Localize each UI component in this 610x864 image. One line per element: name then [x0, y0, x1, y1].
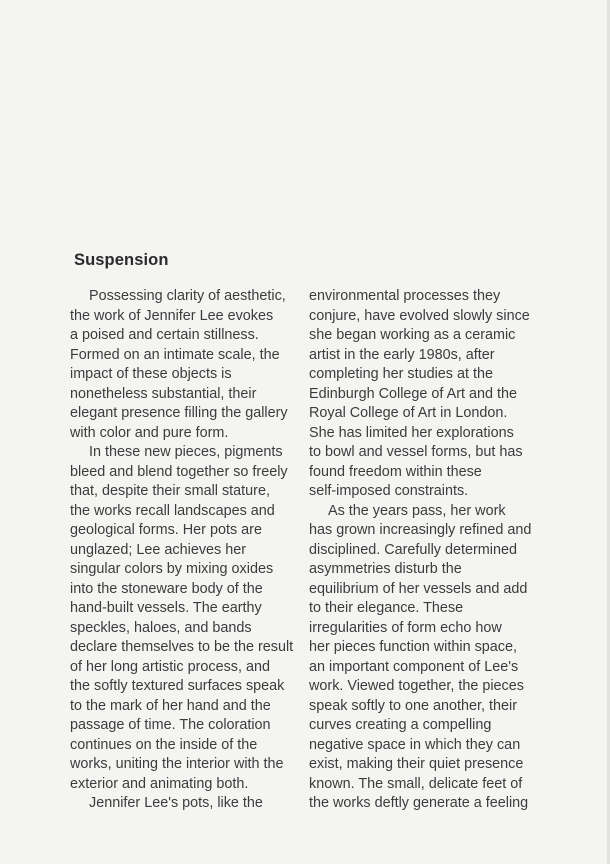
text-line: self-imposed constraints. [309, 483, 469, 499]
article-title: Suspension [74, 251, 169, 269]
text-line: known. The small, delicate feet of [309, 775, 523, 792]
text-line: bleed and blend together so freely [70, 463, 288, 480]
text-line: conjure, have evolved slowly since [309, 307, 530, 324]
text-line: into the stoneware body of the [70, 580, 263, 597]
text-line: As the years pass, her work [328, 502, 506, 519]
text-line: curves creating a compelling [309, 717, 492, 733]
text-line: the softly textured surfaces speak [70, 678, 285, 694]
text-line: unglazed; Lee achieves her [70, 541, 247, 558]
text-column-left [70, 287, 300, 814]
text-line: declare themselves to be the result [70, 639, 294, 655]
text-line: speak softly to one another, their [309, 697, 517, 714]
text-line: to the mark of her hand and the [70, 697, 271, 714]
text-line: speckles, haloes, and bands [70, 619, 252, 636]
text-line: nonetheless substantial, their [70, 385, 257, 402]
text-line: Edinburgh College of Art and the [309, 385, 518, 402]
text-line: artist in the early 1980s, after [309, 346, 495, 363]
text-line: environmental processes they [309, 288, 501, 304]
text-line: impact of these objects is [70, 366, 232, 382]
text-line: disciplined. Carefully determined [309, 541, 517, 558]
text-line: her pieces function within space, [309, 639, 517, 655]
text-line: continues on the inside of the [70, 736, 258, 753]
text-line: asymmetries disturb the [309, 561, 462, 577]
text-line: completing her studies at the [309, 366, 493, 382]
text-line: that, despite their small stature, [70, 483, 270, 499]
text-line: the works deftly generate a feeling [309, 795, 529, 811]
text-line: Royal College of Art in London. [309, 405, 508, 421]
text-line: Possessing clarity of aesthetic, [89, 288, 286, 304]
text-line: passage of time. The coloration [70, 717, 271, 733]
text-line: equilibrium of her vessels and add [309, 580, 528, 597]
text-line: In these new pieces, pigments [89, 444, 283, 460]
text-line: found freedom within these [309, 463, 482, 480]
text-line: negative space in which they can [309, 736, 521, 753]
text-line: the works recall landscapes and [70, 502, 275, 519]
text-line: exist, making their quiet presence [309, 756, 524, 772]
text-line: Formed on an intimate scale, the [70, 346, 280, 363]
text-line: Jennifer Lee's pots, like the [89, 795, 263, 811]
text-line: hand-built vessels. The earthy [70, 600, 262, 616]
text-line: with color and pure form. [70, 424, 229, 441]
text-line: an important component of Lee's [309, 658, 519, 675]
text-line: exterior and animating both. [70, 775, 249, 792]
text-line: elegant presence filling the gallery [70, 405, 288, 421]
text-line: a poised and certain stillness. [70, 327, 259, 343]
text-line: of her long artistic process, and [70, 658, 270, 675]
text-line: singular colors by mixing oxides [70, 561, 274, 577]
text-line: has grown increasingly refined and [309, 522, 532, 538]
text-line: she began working as a ceramic [309, 327, 516, 343]
text-line: irregularities of form echo how [309, 619, 502, 636]
text-line: to their elegance. These [309, 600, 464, 616]
text-line: work. Viewed together, the pieces [309, 678, 524, 694]
text-line: works, uniting the interior with the [70, 756, 284, 772]
text-line: She has limited her explorations [309, 424, 514, 441]
text-line: to bowl and vessel forms, but has [309, 444, 523, 460]
text-line: geological forms. Her pots are [70, 522, 262, 538]
text-column-right [309, 287, 549, 814]
text-line: the work of Jennifer Lee evokes [70, 307, 274, 324]
